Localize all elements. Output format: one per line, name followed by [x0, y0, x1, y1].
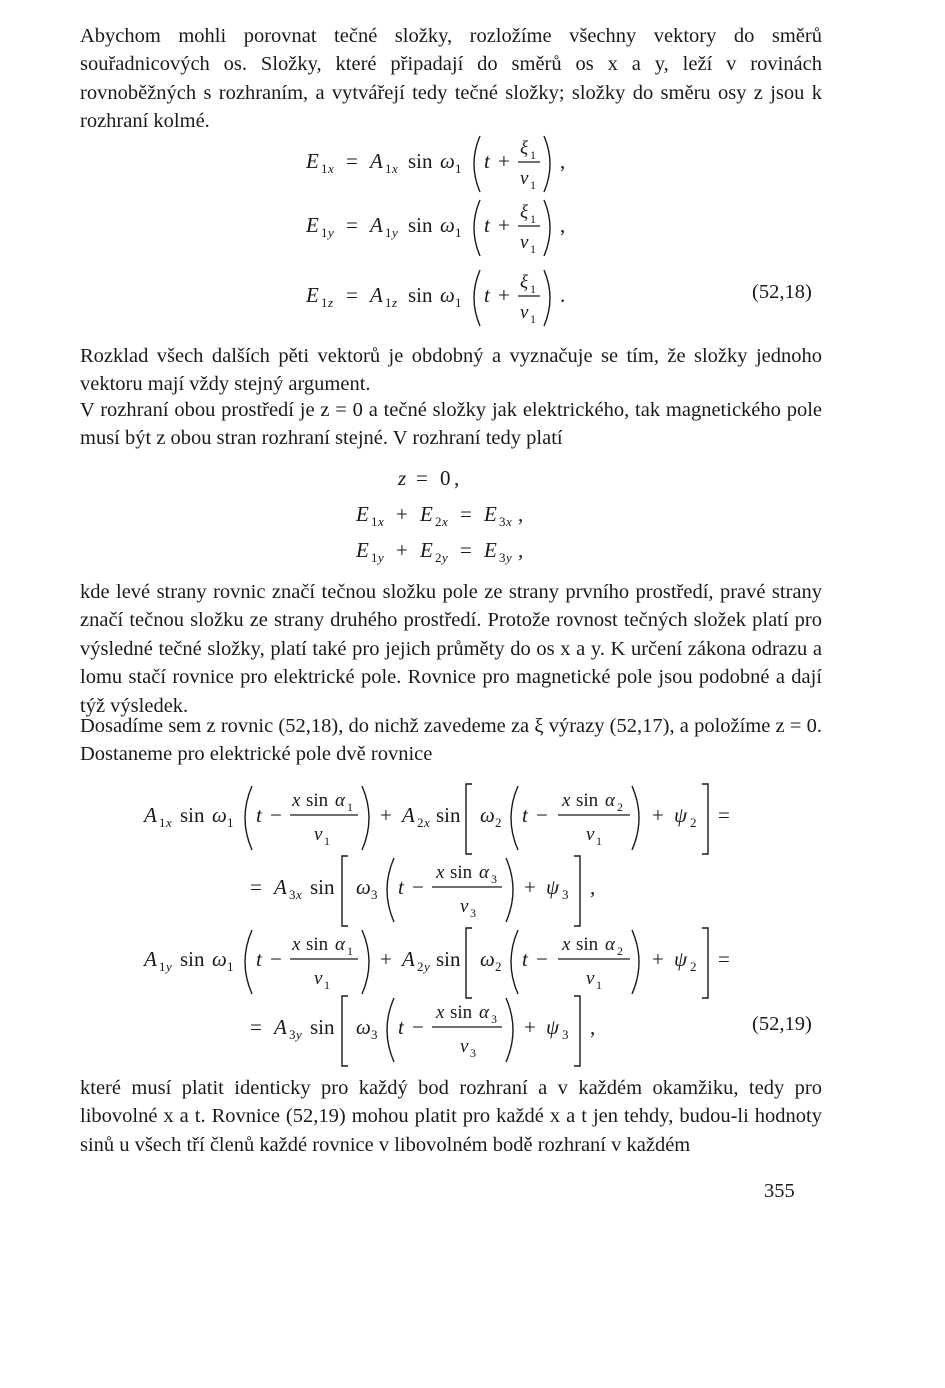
svg-text:,: , — [454, 466, 460, 490]
svg-text:3: 3 — [562, 1027, 569, 1042]
svg-text:sin: sin — [310, 875, 335, 899]
svg-text:+: + — [498, 283, 510, 307]
svg-text:sin: sin — [180, 803, 205, 827]
svg-text:E: E — [484, 502, 497, 526]
svg-text:sin: sin — [408, 213, 433, 237]
paragraph-substitution: Dosadíme sem z rovnic (52,18), do nichž zavedeme za ξ výrazy (52,17), a položíme z = 0. Dostaneme pro elektrické pole dvě rovnice — [80, 715, 822, 766]
svg-text:1: 1 — [530, 282, 536, 296]
svg-text:ξ: ξ — [520, 272, 529, 293]
svg-text:x: x — [442, 514, 448, 529]
svg-text:t: t — [522, 947, 528, 971]
svg-text:E: E — [306, 283, 319, 307]
equation-boundary-conditions — [0, 455, 945, 575]
svg-text:ω: ω — [212, 947, 227, 971]
svg-text:E: E — [306, 213, 319, 237]
svg-text:y: y — [392, 225, 398, 240]
svg-text:t: t — [484, 149, 490, 173]
svg-text:1: 1 — [371, 514, 378, 529]
svg-text:α: α — [479, 1002, 489, 1023]
svg-text:A: A — [144, 947, 157, 971]
svg-text:y: y — [378, 550, 384, 565]
paragraph-tangential: kde levé strany rovnic značí tečnou složku pole ze strany prvního prostředí, pravé strany značí tečnou složku ze strany druhého prostředí. Protože rovnost tečných složek platí pro výsledné tečné složky, platí také pro jejich průměty do os x a y. K určení zákona odrazu a lomu stačí rovnice pro elektrické pole. Rovnice pro magnetické pole jsou podobné a dají týž výsledek. — [80, 581, 822, 717]
svg-text:1: 1 — [371, 550, 378, 565]
svg-text:2: 2 — [495, 815, 502, 830]
svg-text:A: A — [144, 803, 157, 827]
svg-text:=: = — [250, 1015, 262, 1039]
svg-text:v: v — [520, 302, 529, 323]
svg-text:ψ: ψ — [546, 1015, 560, 1039]
svg-text:sin: sin — [576, 790, 599, 811]
svg-text:1: 1 — [596, 978, 602, 992]
eq-e1y — [305, 200, 565, 256]
svg-text:2: 2 — [690, 959, 697, 974]
svg-text:1: 1 — [321, 161, 328, 176]
svg-text:E: E — [420, 502, 433, 526]
svg-text:x: x — [296, 887, 302, 902]
svg-text:y: y — [442, 550, 448, 565]
eq-e1z — [305, 270, 565, 326]
svg-text:+: + — [652, 947, 664, 971]
svg-text:sin: sin — [436, 803, 461, 827]
svg-text:E: E — [356, 538, 369, 562]
svg-text:v: v — [586, 968, 595, 989]
svg-text:z: z — [392, 295, 398, 310]
svg-text:v: v — [520, 168, 529, 189]
svg-text:x: x — [436, 862, 445, 883]
svg-text:x: x — [328, 161, 334, 176]
svg-text:x: x — [424, 815, 430, 830]
svg-text:sin: sin — [450, 862, 473, 883]
svg-text:ψ: ψ — [674, 803, 688, 827]
svg-text:1: 1 — [385, 225, 392, 240]
svg-text:3: 3 — [371, 887, 378, 902]
svg-text:ω: ω — [480, 947, 495, 971]
svg-text:ξ: ξ — [520, 202, 529, 223]
svg-text:1: 1 — [321, 225, 328, 240]
svg-text:v: v — [520, 232, 529, 253]
svg-text:x: x — [292, 934, 301, 955]
eq-x-line2 — [250, 856, 595, 926]
svg-text:sin: sin — [450, 1002, 473, 1023]
svg-text:A: A — [402, 947, 415, 971]
svg-text:α: α — [335, 790, 345, 811]
svg-text:=: = — [460, 502, 472, 526]
svg-text:−: − — [412, 1015, 424, 1039]
svg-text:sin: sin — [436, 947, 461, 971]
svg-text:2: 2 — [417, 959, 424, 974]
equation-number-52-19: (52,19) — [752, 1013, 812, 1035]
svg-text:3: 3 — [470, 906, 476, 920]
svg-text:ψ: ψ — [674, 947, 688, 971]
svg-text:y: y — [166, 959, 172, 974]
svg-text:2: 2 — [435, 514, 442, 529]
svg-text:sin: sin — [306, 790, 329, 811]
svg-text:2: 2 — [417, 815, 424, 830]
svg-text:t: t — [398, 875, 404, 899]
svg-text:t: t — [256, 803, 262, 827]
svg-text:1: 1 — [347, 944, 353, 958]
svg-text:3: 3 — [562, 887, 569, 902]
svg-text:−: − — [536, 947, 548, 971]
svg-text:+: + — [396, 502, 408, 526]
svg-text:t: t — [256, 947, 262, 971]
svg-text:=: = — [346, 213, 358, 237]
paragraph-boundary: V rozhraní obou prostředí je z = 0 a tečné složky jak elektrického, tak magnetického pole musí být z obou stran rozhraní stejné. V rozhraní tedy platí — [80, 399, 822, 450]
svg-text:1: 1 — [321, 295, 328, 310]
svg-text:E: E — [484, 538, 497, 562]
svg-text:sin: sin — [576, 934, 599, 955]
svg-text:−: − — [270, 947, 282, 971]
svg-text:z: z — [398, 466, 407, 490]
equation-number-52-18: (52,18) — [752, 281, 812, 303]
svg-text:t: t — [522, 803, 528, 827]
svg-text:1: 1 — [385, 295, 392, 310]
svg-text:sin: sin — [408, 149, 433, 173]
svg-text:x: x — [166, 815, 172, 830]
svg-text:ξ: ξ — [520, 138, 529, 159]
svg-text:v: v — [314, 824, 323, 845]
svg-text:,: , — [590, 875, 596, 899]
svg-text:x: x — [562, 934, 571, 955]
svg-text:=: = — [718, 803, 730, 827]
eq-y-line1 — [142, 928, 730, 998]
svg-text:A: A — [274, 1015, 287, 1039]
svg-text:ω: ω — [356, 1015, 371, 1039]
svg-text:α: α — [605, 934, 615, 955]
svg-text:,: , — [518, 502, 524, 526]
svg-text:−: − — [536, 803, 548, 827]
svg-text:−: − — [270, 803, 282, 827]
svg-text:1: 1 — [455, 161, 462, 176]
svg-text:sin: sin — [310, 1015, 335, 1039]
svg-text:A: A — [370, 213, 383, 237]
svg-text:1: 1 — [530, 312, 536, 326]
svg-text:.: . — [560, 283, 566, 307]
svg-text:3: 3 — [289, 887, 296, 902]
svg-text:ω: ω — [440, 149, 455, 173]
svg-text:ω: ω — [440, 213, 455, 237]
svg-text:1: 1 — [324, 978, 330, 992]
svg-text:ω: ω — [212, 803, 227, 827]
svg-text:A: A — [370, 283, 383, 307]
svg-text:1: 1 — [530, 212, 536, 226]
svg-text:+: + — [396, 538, 408, 562]
page-number: 355 — [764, 1180, 795, 1202]
svg-text:+: + — [380, 947, 392, 971]
svg-text:1: 1 — [385, 161, 392, 176]
eq-e1x — [305, 136, 565, 192]
svg-text:y: y — [296, 1027, 302, 1042]
svg-text:=: = — [346, 283, 358, 307]
svg-text:A: A — [402, 803, 415, 827]
svg-text:1: 1 — [530, 178, 536, 192]
svg-text:α: α — [605, 790, 615, 811]
svg-text:3: 3 — [289, 1027, 296, 1042]
paragraph-intro: Abychom mohli porovnat tečné složky, rozložíme všechny vektory do směrů souřadnicových os. Složky, které připadají do směrů os x a y, leží v rovinách rovnoběžných s rozhraním, a vytvářejí tedy tečné složky; složky do směru osy z jsou k rozhraní kolmé. — [80, 25, 822, 133]
svg-text:+: + — [524, 875, 536, 899]
svg-text:3: 3 — [499, 550, 506, 565]
svg-text:,: , — [560, 213, 566, 237]
svg-text:y: y — [506, 550, 512, 565]
svg-text:1: 1 — [596, 834, 602, 848]
svg-text:2: 2 — [690, 815, 697, 830]
svg-text:v: v — [460, 896, 469, 917]
svg-text:1: 1 — [455, 295, 462, 310]
svg-text:−: − — [412, 875, 424, 899]
svg-text:+: + — [380, 803, 392, 827]
svg-text:x: x — [562, 790, 571, 811]
svg-text:1: 1 — [227, 959, 234, 974]
svg-text:2: 2 — [617, 944, 623, 958]
svg-text:,: , — [590, 1015, 596, 1039]
svg-text:+: + — [498, 213, 510, 237]
eq-y-line2 — [250, 996, 595, 1066]
svg-text:+: + — [498, 149, 510, 173]
svg-text:=: = — [250, 875, 262, 899]
svg-text:2: 2 — [495, 959, 502, 974]
svg-text:0: 0 — [440, 466, 451, 490]
svg-text:,: , — [560, 149, 566, 173]
eq-z-zero — [397, 466, 459, 490]
svg-text:A: A — [370, 149, 383, 173]
svg-text:+: + — [652, 803, 664, 827]
svg-text:E: E — [306, 149, 319, 173]
svg-text:1: 1 — [347, 800, 353, 814]
eq-ey-sum — [355, 538, 523, 565]
svg-text:3: 3 — [371, 1027, 378, 1042]
svg-text:=: = — [416, 466, 428, 490]
svg-text:=: = — [346, 149, 358, 173]
svg-text:x: x — [436, 1002, 445, 1023]
svg-text:E: E — [356, 502, 369, 526]
svg-text:sin: sin — [306, 934, 329, 955]
paragraph-identity: které musí platit identicky pro každý bod rozhraní a v každém okamžiku, tedy pro libovolné x a t. Rovnice (52,19) mohou platit pro každé x a t jen tehdy, budou-li hodnoty sinů u všech tří členů každé rovnice v libovolném bodě rozhraní v každém — [80, 1077, 822, 1156]
svg-text:1: 1 — [324, 834, 330, 848]
svg-text:y: y — [328, 225, 334, 240]
svg-text:1: 1 — [159, 959, 166, 974]
svg-text:t: t — [484, 213, 490, 237]
svg-text:3: 3 — [491, 1012, 497, 1026]
svg-text:α: α — [479, 862, 489, 883]
svg-text:y: y — [424, 959, 430, 974]
svg-text:3: 3 — [470, 1046, 476, 1060]
svg-text:2: 2 — [435, 550, 442, 565]
paragraph-decomposition: Rozklad všech dalších pěti vektorů je obdobný a vyznačuje se tím, že složky jednoho vektoru mají vždy stejný argument. — [80, 345, 822, 396]
svg-text:ω: ω — [440, 283, 455, 307]
svg-text:t: t — [398, 1015, 404, 1039]
svg-text:+: + — [524, 1015, 536, 1039]
svg-text:z: z — [328, 295, 334, 310]
eq-x-line1 — [142, 784, 730, 854]
svg-text:v: v — [460, 1036, 469, 1057]
svg-text:x: x — [292, 790, 301, 811]
svg-text:α: α — [335, 934, 345, 955]
svg-text:ψ: ψ — [546, 875, 560, 899]
svg-text:1: 1 — [227, 815, 234, 830]
svg-text:,: , — [518, 538, 524, 562]
svg-text:1: 1 — [530, 148, 536, 162]
svg-text:x: x — [506, 514, 512, 529]
svg-text:1: 1 — [159, 815, 166, 830]
svg-text:t: t — [484, 283, 490, 307]
svg-text:x: x — [378, 514, 384, 529]
svg-text:sin: sin — [408, 283, 433, 307]
svg-text:2: 2 — [617, 800, 623, 814]
svg-text:sin: sin — [180, 947, 205, 971]
svg-text:A: A — [274, 875, 287, 899]
svg-text:v: v — [314, 968, 323, 989]
svg-text:1: 1 — [455, 225, 462, 240]
svg-text:3: 3 — [499, 514, 506, 529]
svg-text:3: 3 — [491, 872, 497, 886]
eq-ex-sum — [355, 502, 523, 529]
svg-text:=: = — [718, 947, 730, 971]
svg-text:E: E — [420, 538, 433, 562]
svg-text:x: x — [392, 161, 398, 176]
svg-text:ω: ω — [356, 875, 371, 899]
svg-text:1: 1 — [530, 242, 536, 256]
svg-text:ω: ω — [480, 803, 495, 827]
svg-text:v: v — [586, 824, 595, 845]
svg-text:=: = — [460, 538, 472, 562]
